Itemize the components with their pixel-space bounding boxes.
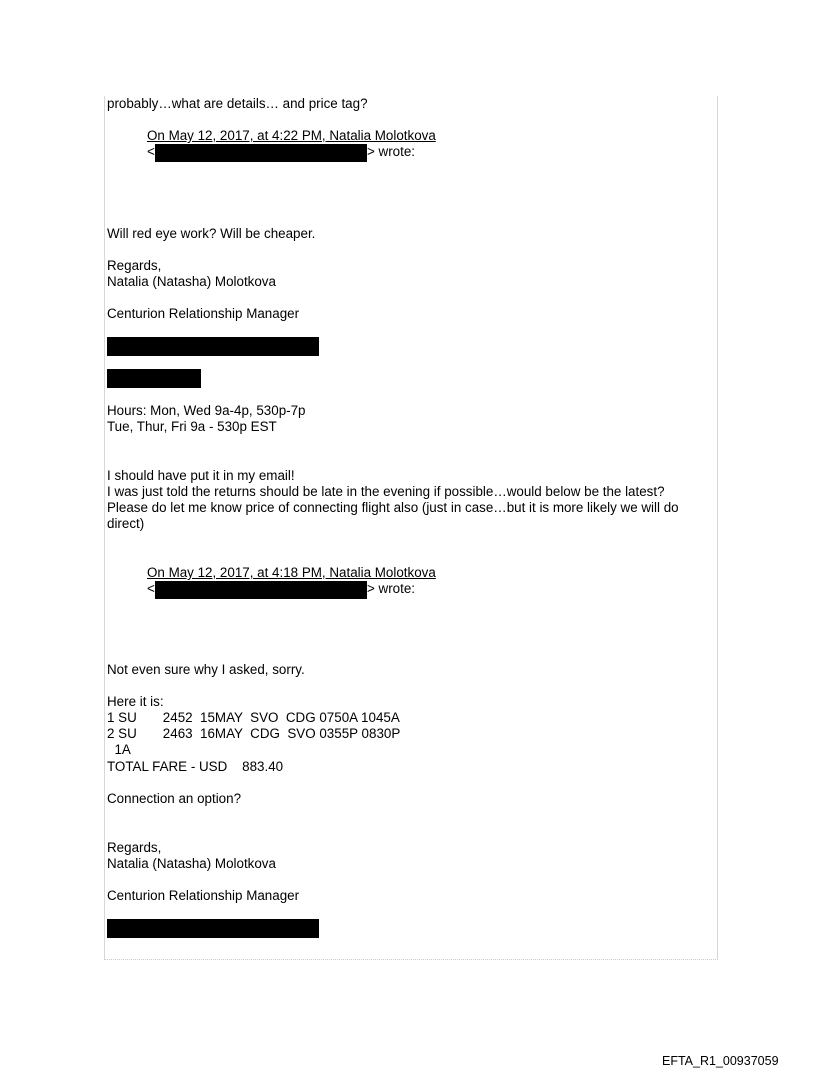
message-text: Connection an option? [107, 791, 242, 806]
email-open-bracket: < [147, 581, 155, 596]
signature-title: Centurion Relationship Manager [107, 306, 300, 321]
signature-title: Centurion Relationship Manager [107, 888, 300, 903]
signature-name: Natalia (Natasha) Molotkova [107, 856, 276, 871]
quote-header: On May 12, 2017, at 4:18 PM, Natalia Molotkova [147, 565, 436, 580]
redaction-box [107, 369, 201, 388]
reply-text: I was just told the returns should be late in the evening if possible…would below be the latest? [107, 484, 665, 499]
total-fare: TOTAL FARE - USD 883.40 [107, 759, 284, 774]
redaction-box [107, 919, 319, 938]
message-text: Will red eye work? Will be cheaper. [107, 226, 316, 241]
redaction-box [107, 337, 319, 356]
flight-row: 1 SU 2452 15MAY SVO CDG 0750A 1045A [107, 710, 400, 725]
message-text: Here it is: [107, 694, 164, 709]
signature-regards: Regards, [107, 840, 162, 855]
wrote-label: > wrote: [367, 144, 416, 159]
reply-text: Please do let me know price of connecting flight also (just in case…but it is more likely we will do direct) [107, 500, 679, 531]
flight-row: 2 SU 2463 16MAY CDG SVO 0355P 0830P [107, 726, 401, 741]
hours-line: Tue, Thur, Fri 9a - 530p EST [107, 419, 277, 434]
wrote-label: > wrote: [367, 581, 416, 596]
quote-header: On May 12, 2017, at 4:22 PM, Natalia Molotkova [147, 128, 436, 143]
reply-text: probably…what are details… and price tag? [107, 96, 368, 111]
redaction-box [155, 581, 367, 599]
redaction-box [155, 144, 367, 162]
document-id: EFTA_R1_00937059 [662, 1054, 779, 1068]
email-open-bracket: < [147, 144, 155, 159]
signature-regards: Regards, [107, 258, 162, 273]
signature-name: Natalia (Natasha) Molotkova [107, 274, 276, 289]
hours-line: Hours: Mon, Wed 9a-4p, 530p-7p [107, 403, 306, 418]
message-text: Not even sure why I asked, sorry. [107, 662, 305, 677]
reply-text: I should have put it in my email! [107, 468, 295, 483]
fare-class: 1A [107, 742, 131, 757]
